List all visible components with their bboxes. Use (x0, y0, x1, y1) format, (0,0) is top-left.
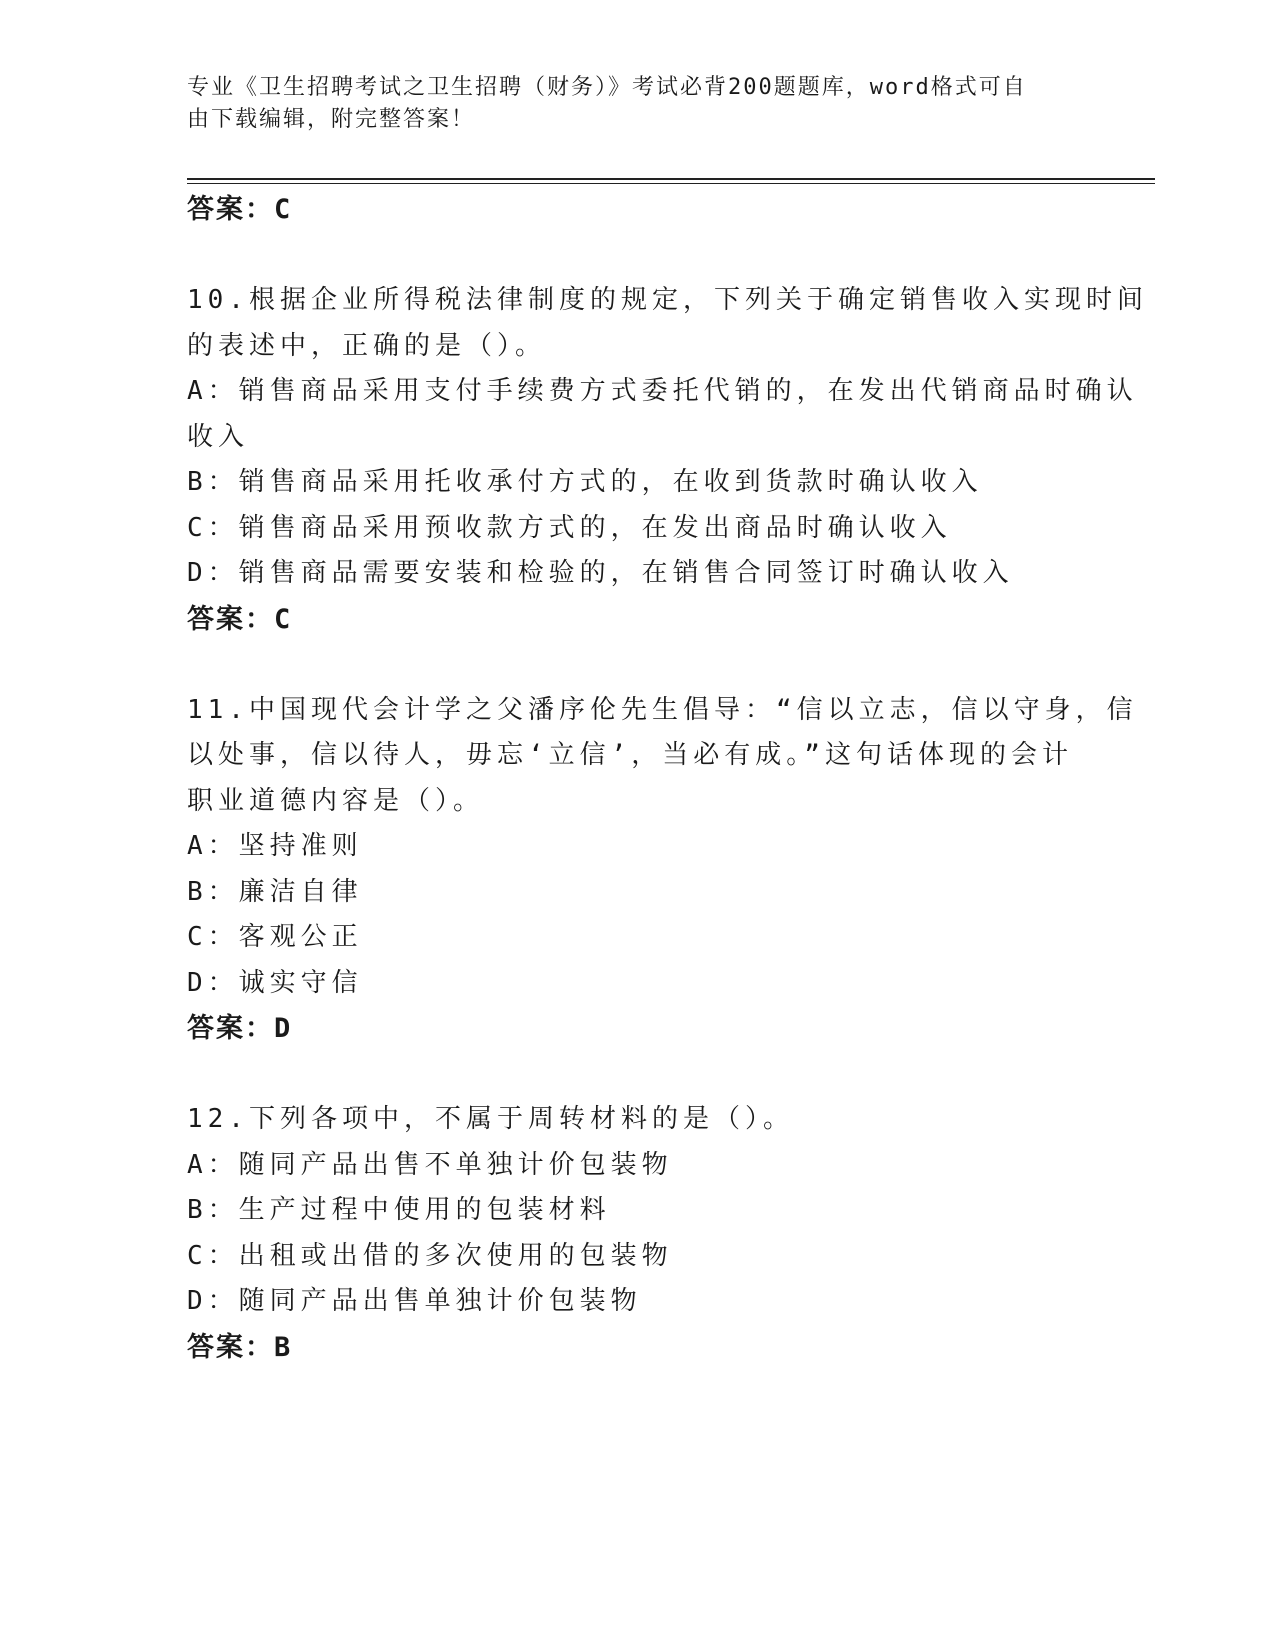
spacer (187, 233, 1087, 279)
document-body (187, 187, 1148, 1370)
header-divider-thin (187, 183, 1155, 184)
answer: 答案：C (187, 603, 293, 635)
header-divider-thick (187, 178, 1155, 180)
header-line-2: 由下载编辑，附完整答案！ (187, 107, 476, 132)
option-b: B：销售商品采用托收承付方式的，在收到货款时确认收入 (187, 467, 983, 497)
question-stem: 10.根据企业所得税法律制度的规定，下列关于确定销售收入实现时间 (187, 285, 1148, 315)
previous-answer: 答案：C (187, 194, 293, 225)
option-d: D：诚实守信 (187, 967, 363, 998)
question-12 (187, 1097, 1087, 1370)
option-a: A：随同产品出售不单独计价包装物 (187, 1149, 673, 1180)
question-11 (187, 688, 1138, 1052)
question-10 (187, 278, 1148, 642)
question-stem: 11.中国现代会计学之父潘序伦先生倡导：“信以立志，信以守身，信 (187, 694, 1138, 725)
question-stem: 职业道德内容是（）。 (187, 785, 485, 816)
option-a: A：坚持准则 (187, 831, 363, 861)
header-line-1: 专业《卫生招聘考试之卫生招聘（财务）》考试必背200题题库，word格式可自 (187, 75, 1027, 100)
answer: 答案：D (187, 1013, 293, 1044)
question-stem: 的表述中，正确的是（）。 (187, 330, 547, 361)
option-c: C：出租或出借的多次使用的包装物 (187, 1240, 673, 1271)
option-c: C：销售商品采用预收款方式的，在发出商品时确认收入 (187, 512, 952, 543)
option-b: B：生产过程中使用的包装材料 (187, 1195, 611, 1225)
question-stem: 12.下列各项中，不属于周转材料的是（）。 (187, 1104, 794, 1134)
spacer (187, 1052, 1087, 1098)
option-a-continued: 收入 (187, 421, 250, 452)
option-d: D：销售商品需要安装和检验的，在销售合同签订时确认收入 (187, 558, 1014, 588)
option-c: C：客观公正 (187, 922, 363, 952)
spacer (187, 642, 1087, 688)
answer: 答案：B (187, 1331, 293, 1363)
option-d: D：随同产品出售单独计价包装物 (187, 1286, 642, 1316)
option-b: B：廉洁自律 (187, 876, 363, 907)
question-stem: 以处事，信以待人，毋忘‘立信’，当必有成。”这句话体现的会计 (187, 740, 1073, 770)
option-a: A：销售商品采用支付手续费方式委托代销的，在发出代销商品时确认 (187, 376, 1138, 406)
document-header (187, 72, 1087, 136)
